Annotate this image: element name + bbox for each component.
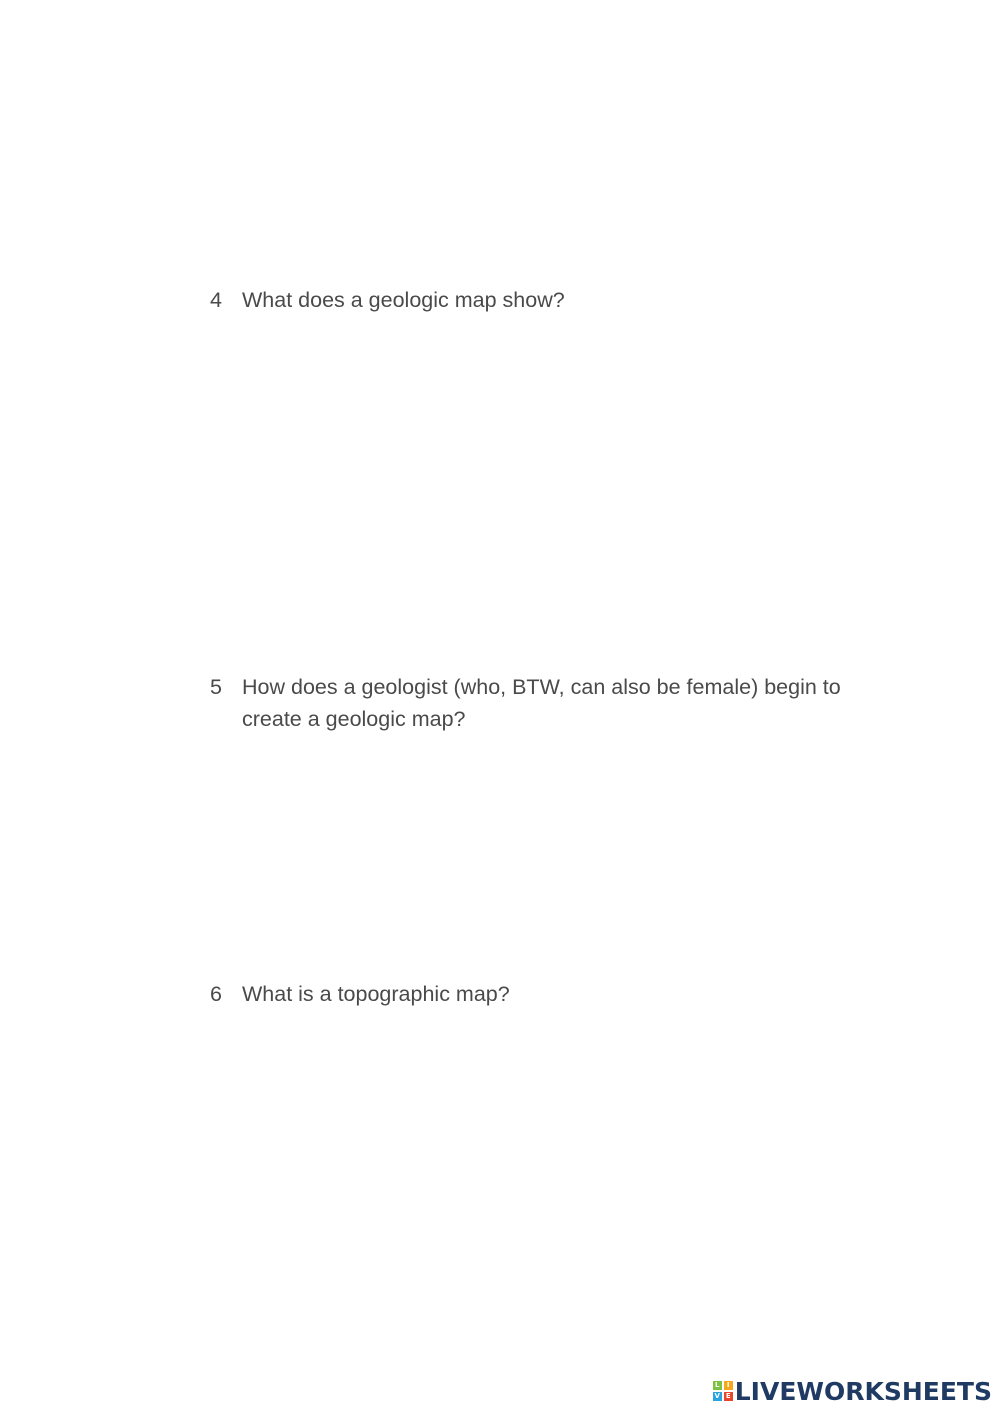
liveworksheets-logo [713,1376,992,1406]
question-number: 4 [210,288,222,312]
logo-square-i: I [724,1381,733,1390]
logo-square-l: L [713,1381,722,1390]
question-number: 6 [210,982,222,1006]
question-6 [210,978,900,1010]
question-4 [210,284,900,316]
logo-wordmark: LIVEWORKSHEETS [734,1376,992,1406]
question-number: 5 [210,675,222,699]
question-text: How does a geologist (who, BTW, can also be female) begin to create a geologic map? [242,675,841,731]
question-5 [210,671,900,735]
logo-square-v: V [714,1392,720,1400]
question-text: What is a topographic map? [242,982,510,1006]
logo-square-e: E [724,1392,733,1401]
question-text: What does a geologic map show? [242,288,565,312]
logo-grid-icon [713,1381,733,1401]
